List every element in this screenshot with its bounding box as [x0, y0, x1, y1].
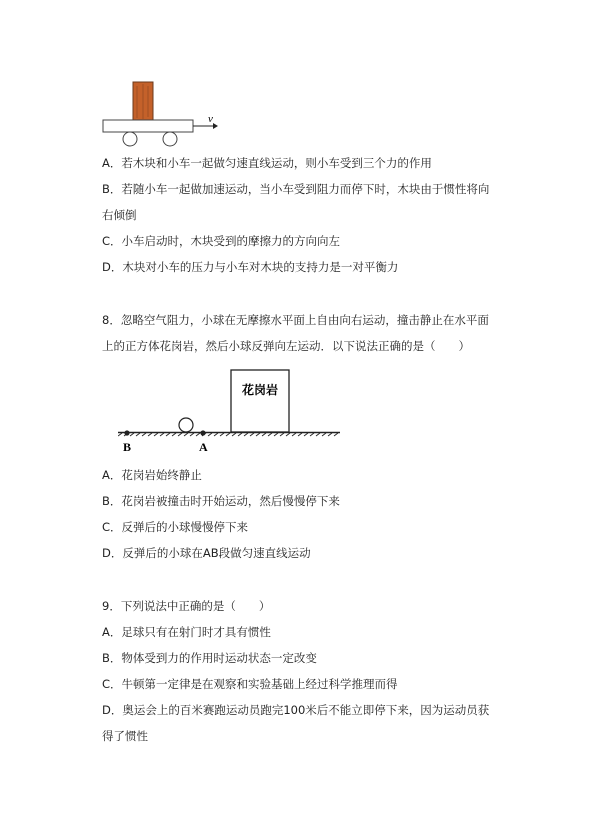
- q8-option-c: C．反弹后的小球慢慢停下来: [102, 520, 249, 534]
- granite-block: [231, 370, 289, 432]
- q8-option-d: D．反弹后的小球在AB段做匀速直线运动: [102, 546, 311, 560]
- q8-stem-line2: 上的正方体花岗岩，然后小球反弹向左运动．以下说法正确的是（ ）: [102, 339, 470, 353]
- point-a-label: A: [199, 440, 208, 454]
- q9-option-c: C．牛顿第一定律是在观察和实验基础上经过科学推理而得: [102, 677, 398, 691]
- point-a-dot: [200, 430, 205, 435]
- q7-option-d: D．木块对小车的压力与小车对木块的支持力是一对平衡力: [102, 260, 399, 274]
- ball: [179, 418, 193, 432]
- cart-wheel-right: [163, 132, 177, 146]
- cart-body: [103, 120, 193, 132]
- point-b-dot: [124, 430, 129, 435]
- q7-option-c: C．小车启动时，木块受到的摩擦力的方向向左: [102, 234, 341, 248]
- granite-label: 花岗岩: [241, 383, 279, 397]
- q9-option-a: A．足球只有在射门时才具有惯性: [102, 625, 271, 639]
- q9-option-d-continued: 得了惯性: [102, 729, 148, 743]
- q9-stem: 9．下列说法中正确的是（ ）: [102, 599, 271, 613]
- q8-stem-line1: 8．忽略空气阻力，小球在无摩擦水平面上自由向右运动，撞击静止在水平面: [102, 313, 489, 327]
- velocity-label: v: [208, 113, 213, 125]
- q9-option-b: B．物体受到力的作用时运动状态一定改变: [102, 651, 317, 665]
- q9-option-d: D．奥运会上的百米赛跑运动员跑完100米后不能立即停下来，因为运动员获: [102, 703, 490, 717]
- q8-option-b: B．花岗岩被撞击时开始运动，然后慢慢停下来: [102, 494, 340, 508]
- point-b-label: B: [123, 440, 132, 454]
- q7-option-b: B．若随小车一起做加速运动，当小车受到阻力而停下时，木块由于惯性将向: [102, 182, 490, 196]
- cart-block-figure: [100, 80, 225, 150]
- cart-wheel-left: [123, 132, 137, 146]
- q7-option-b-continued: 右倾倒: [102, 208, 137, 222]
- q8-option-a: A．花岗岩始终静止: [102, 468, 202, 482]
- granite-ball-figure: [118, 366, 343, 456]
- q7-option-a: A．若木块和小车一起做匀速直线运动，则小车受到三个力的作用: [102, 156, 432, 170]
